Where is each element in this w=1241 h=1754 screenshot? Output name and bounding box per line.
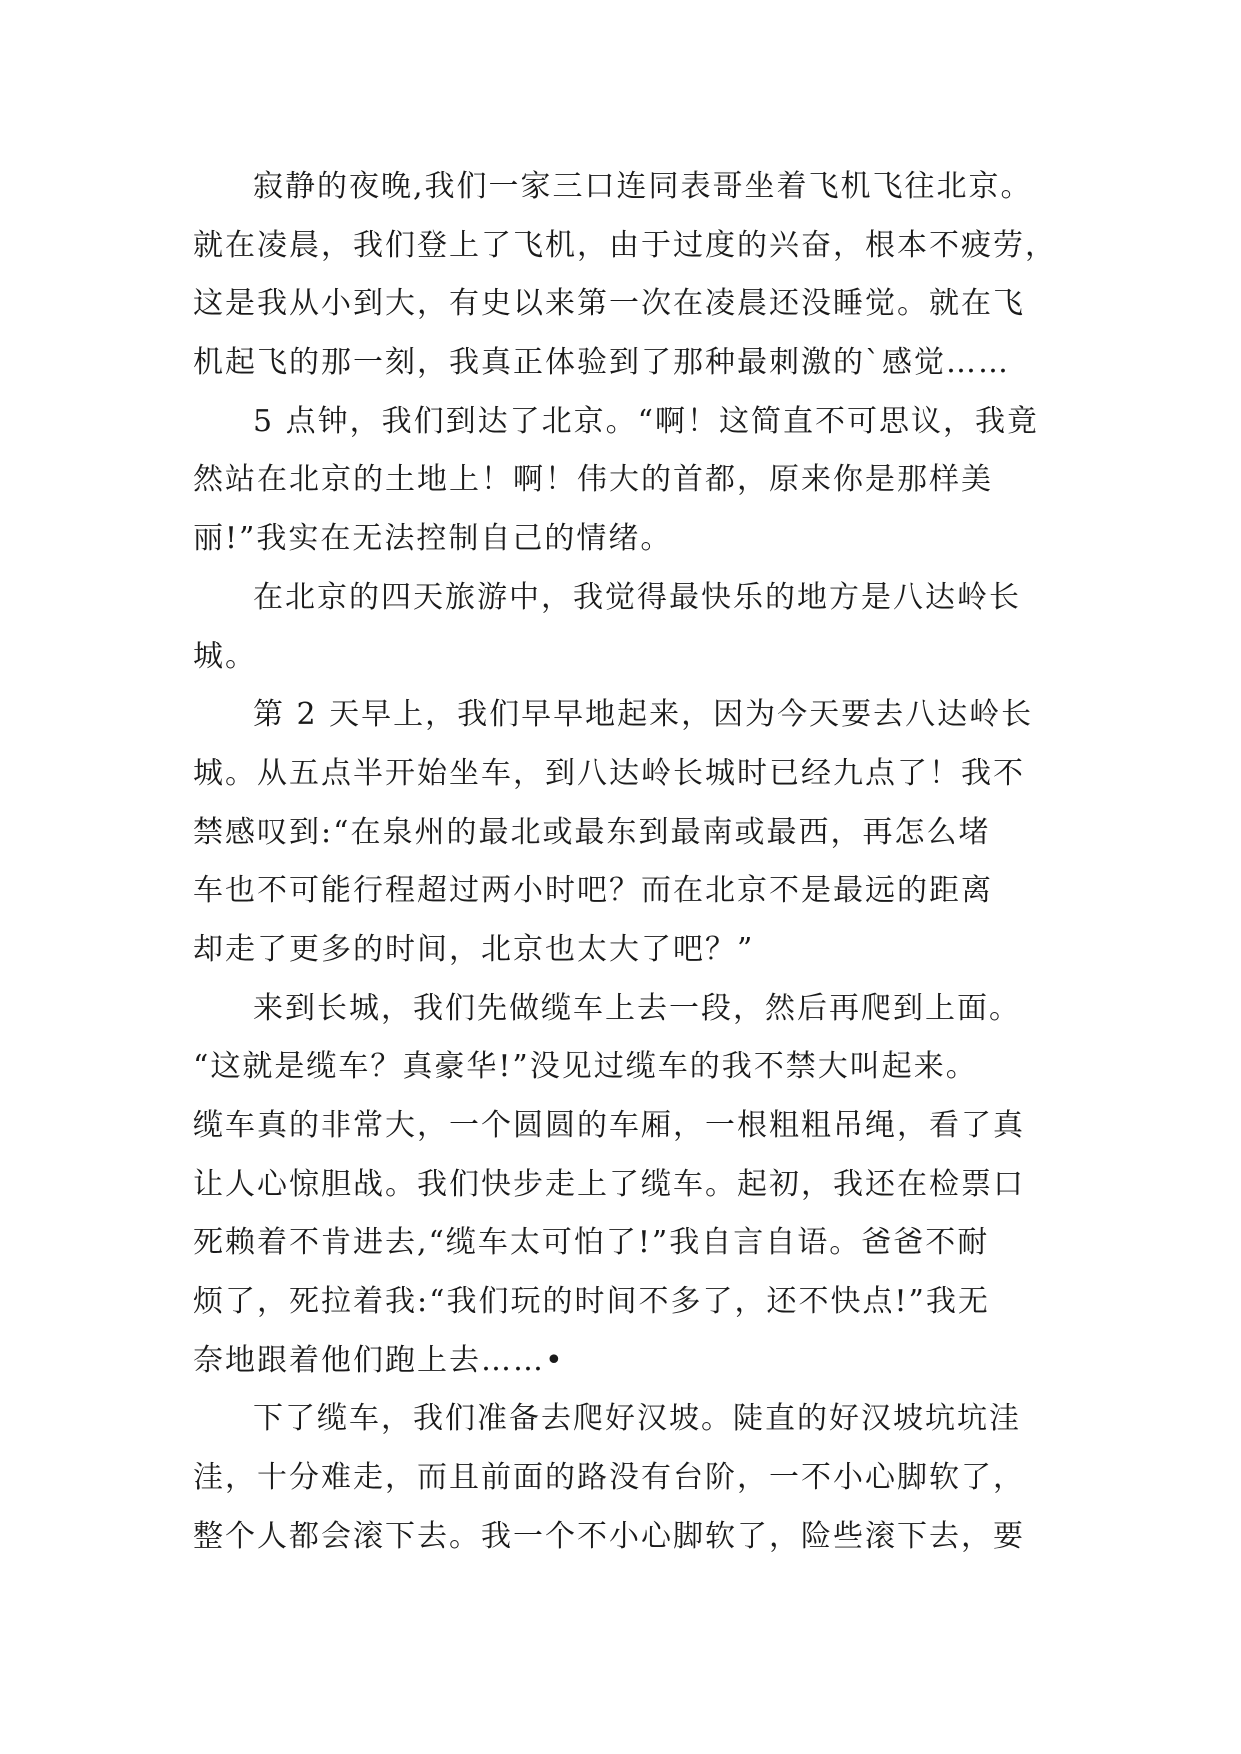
text-line: 烦了，死拉着我:“我们玩的时间不多了，还不快点!”我无 — [193, 1284, 990, 1320]
text-line: 缆车真的非常大，一个圆圆的车厢，一根粗粗吊绳，看了真 — [193, 1108, 1025, 1143]
text-line: 让人心惊胆战。我们快步走上了缆车。起初，我还在检票口 — [193, 1166, 1025, 1202]
text-line: 死赖着不肯进去,“缆车太可怕了!”我自言自语。爸爸不耐 — [193, 1225, 990, 1261]
text-line: 禁感叹到:“在泉州的最北或最东到最南或最西，再怎么堵 — [193, 814, 991, 850]
text-line: 城。 — [193, 638, 257, 674]
text-line: 机起飞的那一刻，我真正体验到了那种最刺激的`感觉…… — [193, 345, 1010, 381]
text-line: 却走了更多的时间，北京也太大了吧？” — [193, 931, 755, 967]
text-line: 城。从五点半开始坐车，到八达岭长城时已经九点了！我不 — [193, 755, 1025, 791]
text-line: 车也不可能行程超过两小时吧？而在北京不是最远的距离 — [193, 873, 993, 909]
text-line: 丽!”我实在无法控制自己的情绪。 — [193, 521, 673, 557]
text-line: 来到长城，我们先做缆车上去一段，然后再爬到上面。 — [253, 990, 1021, 1026]
article-body — [193, 158, 1073, 1567]
text-line: 寂静的夜晚,我们一家三口连同表哥坐着飞机飞往北京。 — [253, 169, 1033, 204]
text-line: 洼，十分难走，而且前面的路没有台阶，一不小心脚软了， — [193, 1460, 1025, 1496]
text-line: “这就是缆车？真豪华!”没见过缆车的我不禁大叫起来。 — [193, 1049, 978, 1085]
text-line: 然站在北京的土地上！啊！伟大的首都，原来你是那样美 — [193, 462, 993, 498]
text-line: 下了缆车，我们准备去爬好汉坡。陡直的好汉坡坑坑洼 — [253, 1401, 1021, 1437]
text-line: 在北京的四天旅游中，我觉得最快乐的地方是八达岭长 — [253, 579, 1021, 615]
text-line: 奈地跟着他们跑上去……• — [193, 1342, 565, 1378]
text-line: 第 2 天早上，我们早早地起来，因为今天要去八达岭长 — [253, 697, 1034, 733]
text-line: 这是我从小到大，有史以来第一次在凌晨还没睡觉。就在飞 — [193, 286, 1025, 322]
text-line: 5 点钟，我们到达了北京。“啊！这简直不可思议，我竟 — [253, 403, 1039, 439]
text-line: 就在凌晨，我们登上了飞机，由于过度的兴奋，根本不疲劳， — [193, 227, 1057, 263]
text-line: 整个人都会滚下去。我一个不小心脚软了，险些滚下去，要 — [193, 1518, 1025, 1554]
